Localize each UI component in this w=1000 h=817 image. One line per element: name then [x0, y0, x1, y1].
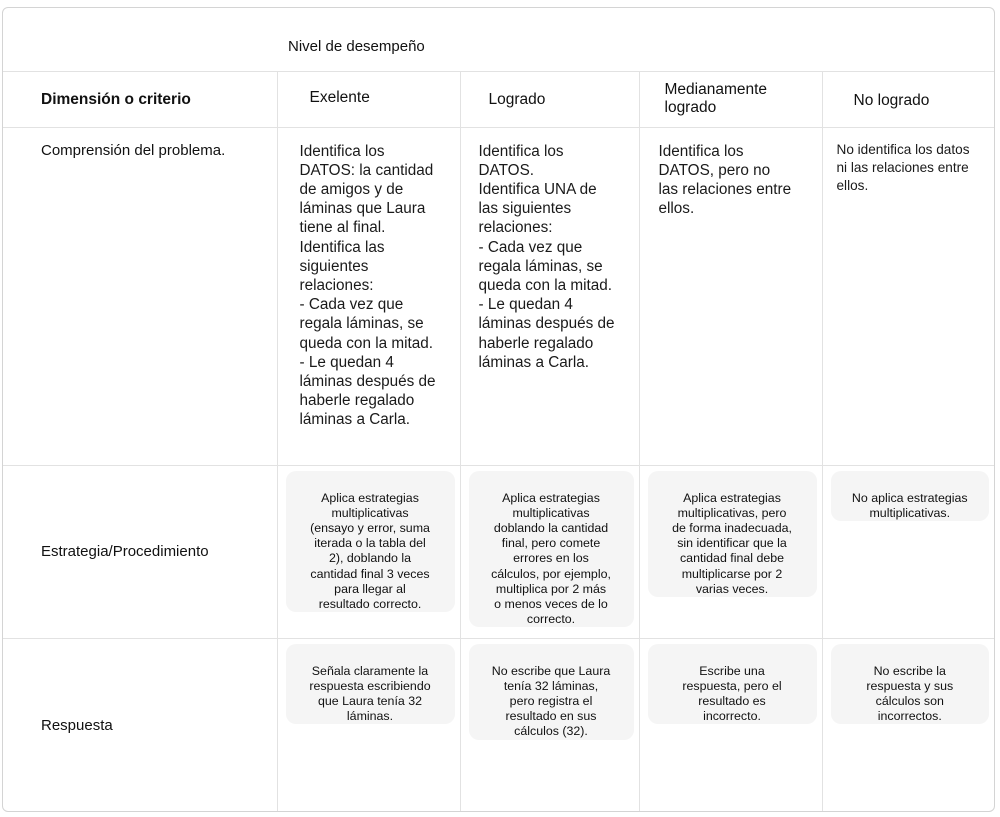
descriptor-card: Aplica estrategias multiplicativas (ensayo y error, suma iterada o la tabla del 2), doblando la cantidad final 3 veces para llegar al resultado correcto. — [286, 471, 455, 613]
descriptor-cell — [639, 127, 822, 465]
column-header-row — [3, 71, 994, 127]
column-header-no-logrado — [822, 71, 994, 127]
descriptor-card: Aplica estrategias multiplicativas, pero de forma inadecuada, sin identificar que la cantidad final debe multiplicarse por 2 varias veces. — [648, 471, 817, 597]
performance-level-header-row — [3, 8, 994, 71]
criterion-cell — [3, 127, 277, 465]
criterion-label: Estrategia/Procedimiento — [3, 465, 277, 638]
descriptor-card: No aplica estrategias multiplicativas. — [831, 471, 990, 521]
descriptor-cell — [822, 127, 994, 465]
descriptor-cell — [277, 465, 460, 638]
descriptor-card: Señala claramente la respuesta escribiendo que Laura tenía 32 láminas. — [286, 644, 455, 725]
descriptor-cell — [277, 127, 460, 465]
rubric-table — [3, 8, 994, 812]
performance-level-title: Nivel de desempeño — [288, 38, 425, 55]
criterion-label: Comprensión del problema. — [41, 141, 226, 159]
descriptor-text: Identifica los DATOS: la cantidad de amigos y de láminas que Laura tiene al final. Identifica las siguientes relaciones: - Cada vez que regala láminas, se queda con la mitad. - Le quedan 4 láminas después de haberle regalado láminas a Carla. — [299, 142, 436, 429]
descriptor-cell — [277, 638, 460, 812]
column-header-medianamente — [639, 71, 822, 127]
table-row — [3, 638, 994, 812]
column-header-logrado-label: Logrado — [488, 90, 546, 108]
column-header-logrado — [460, 71, 639, 127]
descriptor-cell — [460, 465, 639, 638]
descriptor-cell — [639, 638, 822, 812]
descriptor-card: No escribe la respuesta y sus cálculos son incorrectos. — [831, 644, 990, 725]
table-row — [3, 127, 994, 465]
descriptor-text: Identifica los DATOS. Identifica UNA de las siguientes relaciones: - Cada vez que regala láminas, se queda con la mitad. - Le quedan 4 láminas después de haberle regalado láminas a Carla. — [478, 142, 615, 371]
rubric-table-frame — [2, 7, 995, 812]
column-header-no-logrado-label: No logrado — [853, 91, 930, 109]
table-row — [3, 465, 994, 638]
descriptor-text: Identifica los DATOS, pero no las relaciones entre ellos. — [658, 142, 792, 218]
descriptor-cell — [822, 638, 994, 812]
descriptor-card: Aplica estrategias multiplicativas doblando la cantidad final, pero comete errores en los cálculos, por ejemplo, multiplica por 2 más o menos veces de lo correcto. — [469, 471, 634, 628]
column-header-dimension — [3, 71, 277, 127]
descriptor-text: No identifica los datos ni las relaciones entre ellos. — [836, 141, 970, 193]
column-header-medianamente-label: Medianamente logrado — [664, 80, 768, 116]
criterion-label: Respuesta — [3, 638, 277, 812]
performance-level-header-cell — [3, 8, 994, 71]
descriptor-cell — [460, 638, 639, 812]
column-header-dimension-label: Dimensión o criterio — [41, 90, 191, 108]
descriptor-card: No escribe que Laura tenía 32 láminas, pero registra el resultado en sus cálculos (32). — [469, 644, 634, 740]
descriptor-cell — [460, 127, 639, 465]
descriptor-cell — [639, 465, 822, 638]
column-header-excelente — [277, 71, 460, 127]
descriptor-cell — [822, 465, 994, 638]
column-header-excelente-label: Exelente — [309, 88, 370, 106]
descriptor-card: Escribe una respuesta, pero el resultado es incorrecto. — [648, 644, 817, 725]
